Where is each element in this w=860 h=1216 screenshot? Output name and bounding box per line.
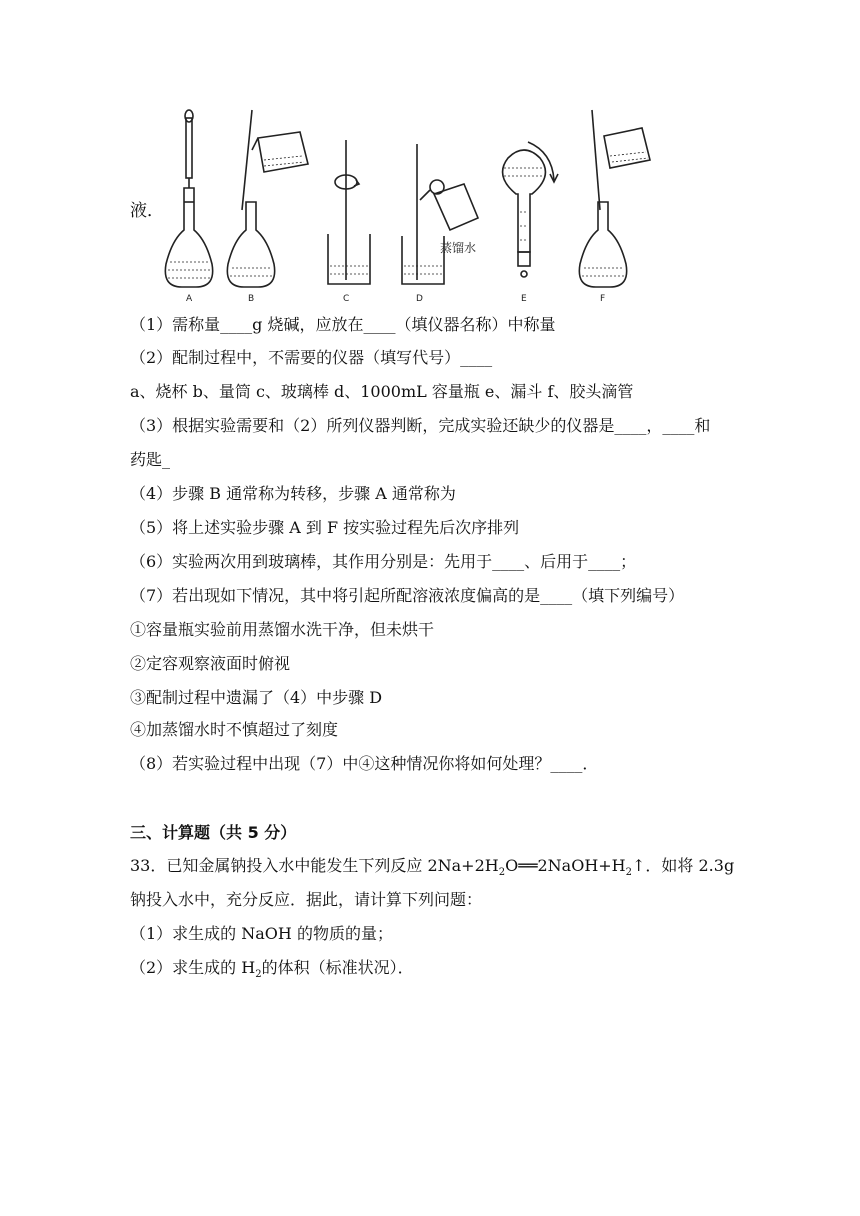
option-line: ②定容观察液面时俯视 (130, 654, 291, 673)
step-c-drawing (328, 140, 370, 284)
figure-label-d: D (416, 294, 423, 304)
distilled-water-label: 蒸馏水 (440, 241, 477, 255)
question-line: （2）配制过程中，不需要的仪器（填写代号）____ (130, 348, 493, 367)
step-a-liquid (168, 262, 210, 278)
question-line: （7）若出现如下情况，其中将引起所配溶液浓度偏高的是____（填下列编号） (130, 586, 685, 605)
step-e-liquid (504, 168, 544, 240)
step-d-liquid (404, 266, 442, 274)
step-b-liquid (230, 156, 304, 276)
apparatus-illustration (160, 102, 652, 304)
apparatus-figure (160, 102, 652, 304)
option-line: ③配制过程中遗漏了（4）中步骤 D (130, 688, 383, 707)
question-line: （6）实验两次用到玻璃棒，其作用分别是：先用于____、后用于____； (130, 552, 637, 571)
q33-line-1: 33．已知金属钠投入水中能发生下列反应 $2Na+2H_2O══2NaOH+H_2↑$．如将 2.3g (130, 856, 735, 879)
step-a-drawing (165, 110, 212, 287)
step-f-liquid (582, 152, 648, 276)
question-line: （3）根据实验需要和（2）所列仪器判断，完成实验还缺少的仪器是____，____和 (130, 416, 711, 435)
step-b-drawing (227, 110, 308, 287)
question-line: （1）需称量____g 烧碱，应放在____（填仪器名称）中称量 (130, 315, 556, 334)
question-line: （8）若实验过程中出现（7）中④这种情况你将如何处理？____． (130, 754, 599, 773)
question-line: 药匙_ (130, 450, 171, 469)
option-line: ④加蒸馏水时不慎超过了刻度 (130, 720, 339, 739)
step-d-drawing (402, 144, 478, 284)
figure-label-e: E (521, 294, 527, 304)
option-line: ①容量瓶实验前用蒸馏水洗干净，但未烘干 (130, 620, 435, 639)
step-f-drawing (579, 110, 650, 287)
lead-text: 液． (130, 201, 164, 221)
figure-label-b: B (248, 294, 255, 304)
q33-line-2: 钠投入水中，充分反应．据此，请计算下列问题： (130, 890, 483, 909)
question-line: a、烧杯 b、量筒 c、玻璃棒 d、1000mL 容量瓶 e、漏斗 f、胶头滴管 (130, 382, 634, 401)
question-line: （5）将上述实验步骤 A 到 F 按实验过程先后次序排列 (130, 518, 520, 537)
step-c-liquid (330, 266, 368, 274)
figure-label-a: A (186, 294, 193, 304)
section-title: 三、计算题（共 5 分） (130, 823, 297, 842)
figure-label-c: C (343, 294, 350, 304)
step-e-drawing (503, 142, 558, 277)
figure-label-f: F (600, 294, 606, 304)
question-line: （4）步骤 B 通常称为转移，步骤 A 通常称为 (130, 484, 456, 503)
q33-line-3: （1）求生成的 NaOH 的物质的量； (130, 924, 393, 943)
q33-line-4: （2）求生成的 $H_2$的体积（标准状况）． (130, 958, 414, 981)
